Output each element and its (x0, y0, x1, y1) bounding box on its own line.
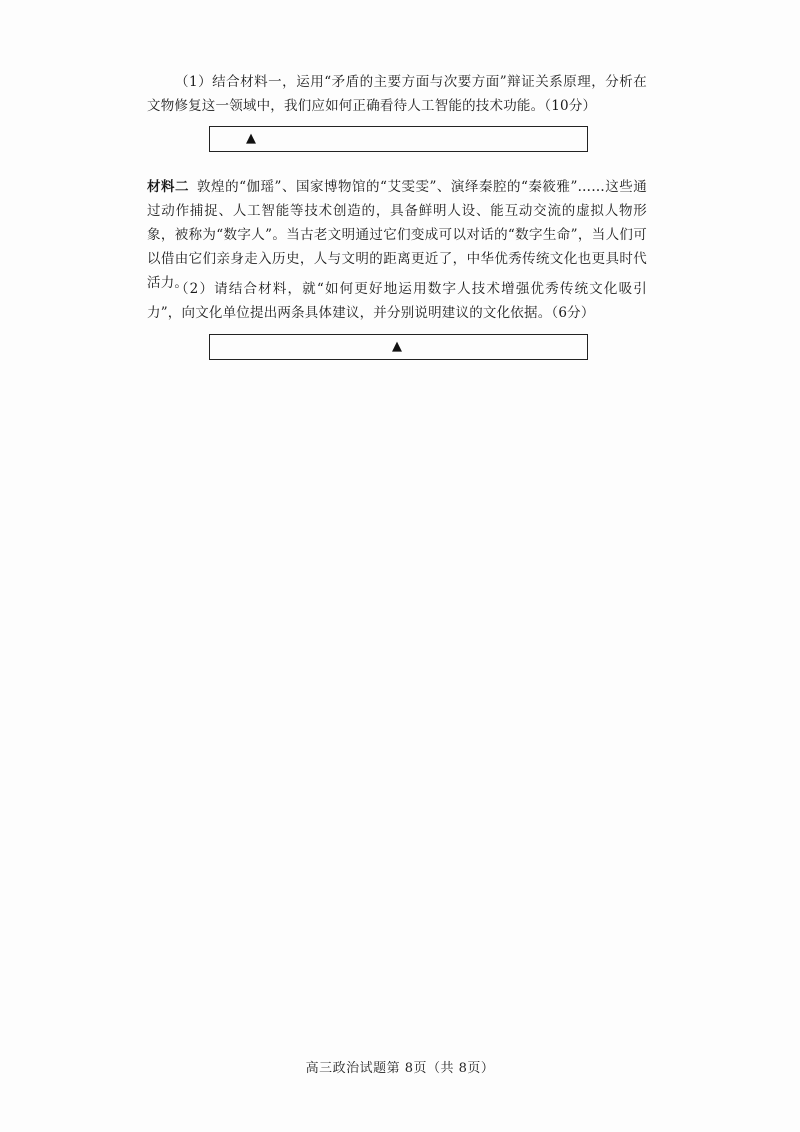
answer-box-1[interactable] (209, 126, 588, 152)
page-footer: 高三政治试题第 8页（共 8页） (305, 1061, 495, 1076)
material-2-text: 敦煌的“伽瑶”、国家博物馆的“艾雯雯”、演绎秦腔的“秦筱雅”……这些通过动作捕捉、人工智能等技术创造的，具备鲜明人设、能互动交流的虚拟人物形象，被称为“数字人”。当古老文明通过它们变成可以对话的“数字生命”，当人们可以借由它们亲身走入历史，人与文明的距离更近了，中华优秀传统文化也更具时代活力。 (147, 179, 647, 291)
question-2-text: （2）请结合材料，就“如何更好地运用数字人技术增强优秀传统文化吸引力”，向文化单位提出两条具体建议，并分别说明建议的文化依据。（6分） (147, 281, 647, 321)
answer-box-2[interactable] (209, 334, 588, 360)
triangle-marker-icon: ▲ (392, 339, 402, 354)
material-2-heading: 材料二 (147, 179, 190, 195)
question-1-text: （1）结合材料一，运用“矛盾的主要方面与次要方面”辩证关系原理，分析在文物修复这一领域中，我们应如何正确看待人工智能的技术功能。（10分） (147, 74, 647, 114)
triangle-marker-icon: ▲ (246, 131, 256, 146)
